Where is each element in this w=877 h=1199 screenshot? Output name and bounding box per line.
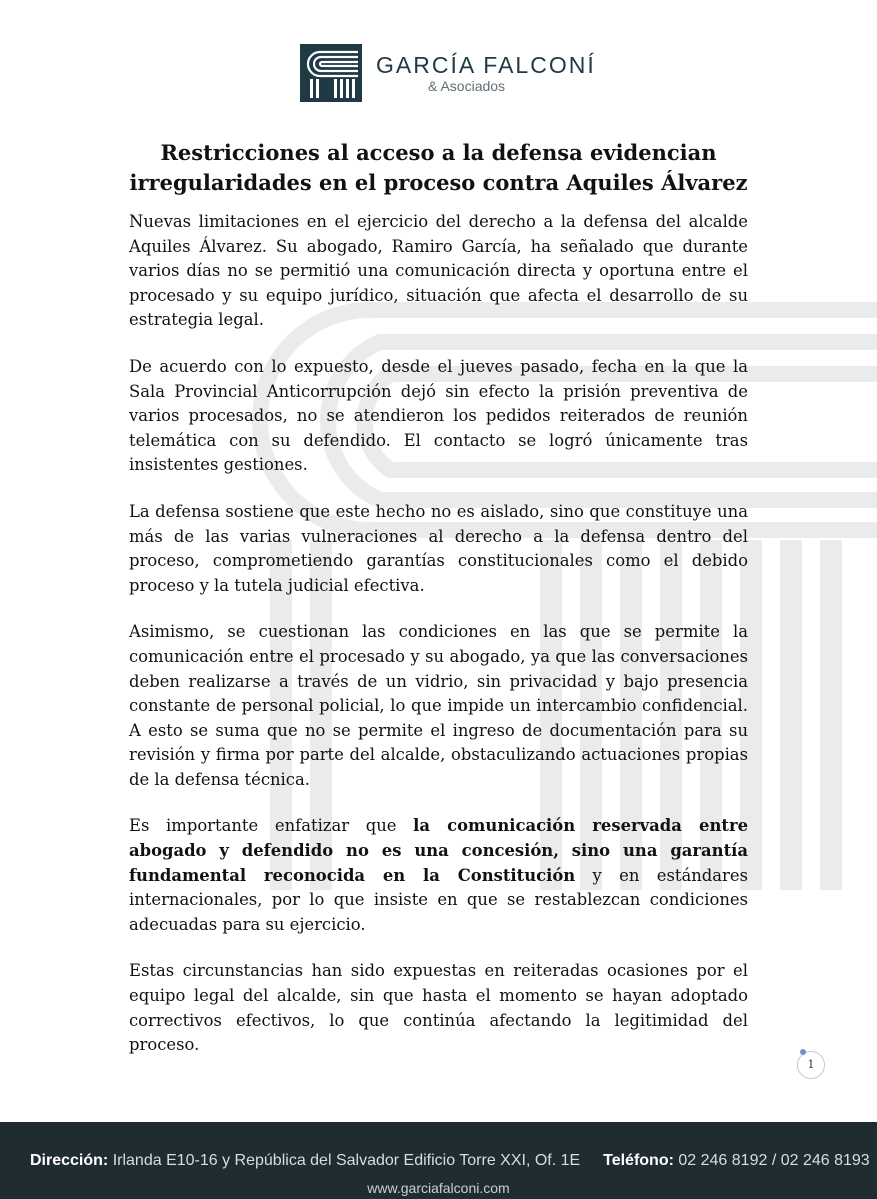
page-indicator-dot (800, 1049, 806, 1055)
title-line-2: irregularidades en el proceso contra Aquiles Álvarez (129, 170, 748, 195)
footer (0, 1122, 877, 1199)
paragraph-5-emphasis: la comunicación reservada entre abogado y defendido no es una concesión, sino una garantía fundamental reconocida en la Constitución (129, 816, 749, 885)
brand-subtitle: & Asociados (428, 78, 506, 94)
paragraph-5-end: y en estándares internacionales, por lo que insiste en que se restablezcan condiciones adecuadas para su ejercicio. (129, 865, 748, 934)
paragraph-1: Nuevas limitaciones en el ejercicio del derecho a la defensa del alcalde Aquiles Álvarez. Su abogado, Ramiro García, ha señalado que durante varios días no se permitió una comunicación directa y oportuna entre el procesado y su equipo jurídico, situación que afecta el desarrollo de su estrategia legal. (129, 212, 748, 330)
address-value: Irlanda E10-16 y República del Salvador Edificio Torre XXI, Of. 1E (112, 1152, 581, 1169)
paragraph-5 (129, 814, 748, 937)
page-number: 1 (797, 1051, 825, 1079)
website-link[interactable]: www.garciafalconi.com (367, 1180, 510, 1196)
document-title (100, 138, 777, 198)
phone-label: Teléfono: (603, 1152, 674, 1169)
paragraph-6: Estas circunstancias han sido expuestas en reiteradas ocasiones por el equipo legal del alcalde, sin que hasta el momento se hayan adoptado correctivos efectivos, lo que continúa afectando la legitimidad del proceso. (129, 961, 748, 1055)
brand-name: GARCÍA FALCONÍ (376, 52, 596, 78)
title-line-1: Restricciones al acceso a la defensa evidencian (160, 140, 717, 165)
paragraph-2: De acuerdo con lo expuesto, desde el jueves pasado, fecha en la que la Sala Provincial Anticorrupción dejó sin efecto la prisión preventiva de varios procesados, no se atendieron los pedidos reiterados de reunión telemática con su defendido. El contacto se logró únicamente tras insistentes gestiones. (129, 356, 748, 475)
address-label: Dirección: (30, 1152, 109, 1169)
footer-contact-line (30, 1152, 870, 1170)
phone-value: 02 246 8192 / 02 246 8193 (678, 1152, 870, 1169)
paragraph-4: Asimismo, se cuestionan las condiciones en las que se permite la comunicación entre el procesado y su abogado, ya que las conversaciones deben realizarse a través de un vidrio, sin privacidad y bajo presencia constante de personal policial, lo que impide un intercambio confidencial. A esto se suma que no se permite el ingreso de documentación para su revisión y firma por parte del alcalde, obstaculizando actuaciones propias de la defensa técnica. (129, 622, 748, 789)
paragraph-5-start: Es importante enfatizar que (129, 816, 414, 836)
letterhead (300, 44, 596, 102)
column-logo-icon (300, 44, 362, 102)
document-body (129, 210, 748, 1080)
paragraph-3: La defensa sostiene que este hecho no es aislado, sino que constituye una más de las varias vulneraciones al derecho a la defensa dentro del proceso, comprometiendo garantías constitucionales como el debido proceso y la tutela judicial efectiva. (129, 501, 748, 595)
